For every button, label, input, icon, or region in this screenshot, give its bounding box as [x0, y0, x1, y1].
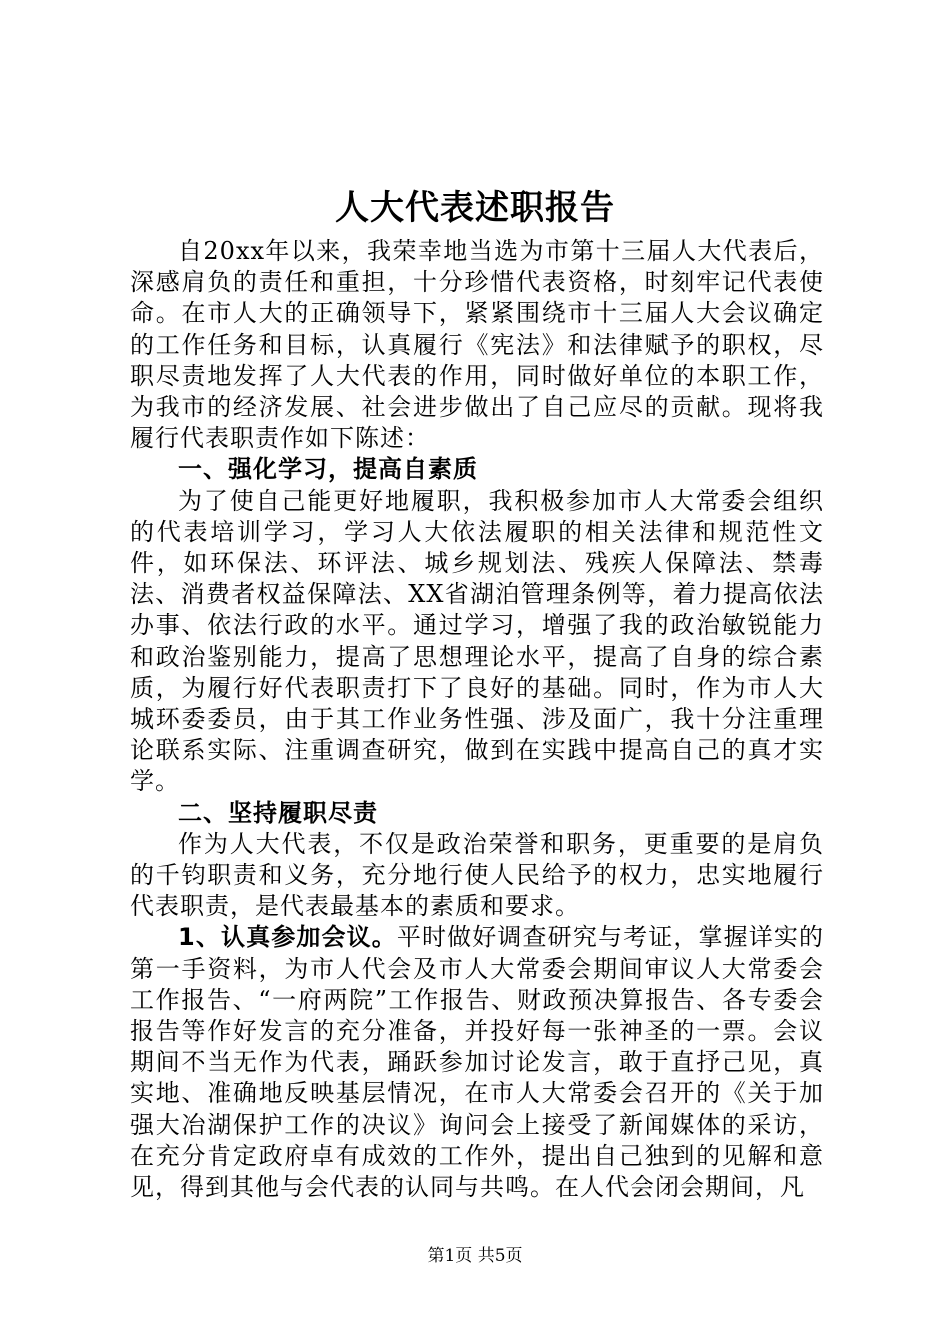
section-heading-2: 二、坚持履职尽责: [178, 798, 378, 827]
item-1-paragraph: [130, 922, 824, 1203]
document-title: 人大代表述职报告: [335, 188, 615, 228]
intro-paragraph: 自20xx年以来，我荣幸地当选为市第十三届人大代表后，深感肩负的责任和重担，十分珍惜代表资格，时刻牢记代表使命。在市人大的正确领导下，紧紧围绕市十三届人大会议确定的工作任务和目标，认真履行《宪法》和法律赋予的职权，尽职尽责地发挥了人大代表的作用，同时做好单位的本职工作，为我市的经济发展、社会进步做出了自己应尽的贡献。现将我履行代表职责作如下陈述：: [130, 237, 824, 453]
page-footer: 第1页 共5页: [427, 1246, 523, 1266]
document-body: [130, 236, 824, 1203]
section-1-paragraph: 为了使自己能更好地履职，我积极参加市人大常委会组织的代表培训学习，学习人大依法履职的相关法律和规范性文件，如环保法、环评法、城乡规划法、残疾人保障法、禁毒法、消费者权益保障法、XX省湖泊管理条例等，着力提高依法办事、依法行政的水平。通过学习，增强了我的政治敏锐能力和政治鉴别能力，提高了思想理论水平，提高了自身的综合素质，为履行好代表职责打下了良好的基础。同时，作为市人大城环委委员，由于其工作业务性强、涉及面广，我十分注重理论联系实际、注重调查研究，做到在实践中提高自己的真才实学。: [130, 486, 824, 796]
section-heading-1: 一、强化学习，提高自素质: [178, 455, 478, 484]
item-1-text: 平时做好调查研究与考证，掌握详实的第一手资料，为市人代会及市人大常委会期间审议人大常委会工作报告、“一府两院”工作报告、财政预决算报告、各专委会报告等作好发言的充分准备，并投好每一张神圣的一票。会议期间不当无作为代表，踊跃参加讨论发言，敢于直抒己见，真实地、准确地反映基层情况，在市人大常委会召开的《关于加强大冶湖保护工作的决议》询问会上接受了新闻媒体的采访，在充分肯定政府卓有成效的工作外，提出自己独到的见解和意见，得到其他与会代表的认同与共鸣。在人代会闭会期间，凡: [130, 923, 824, 1202]
item-1-lead: 1、认真参加会议。: [178, 923, 397, 952]
section-2-paragraph: 作为人大代表，不仅是政治荣誉和职务，更重要的是肩负的千钧职责和义务，充分地行使人民给予的权力，忠实地履行代表职责，是代表最基本的素质和要求。: [130, 829, 824, 921]
